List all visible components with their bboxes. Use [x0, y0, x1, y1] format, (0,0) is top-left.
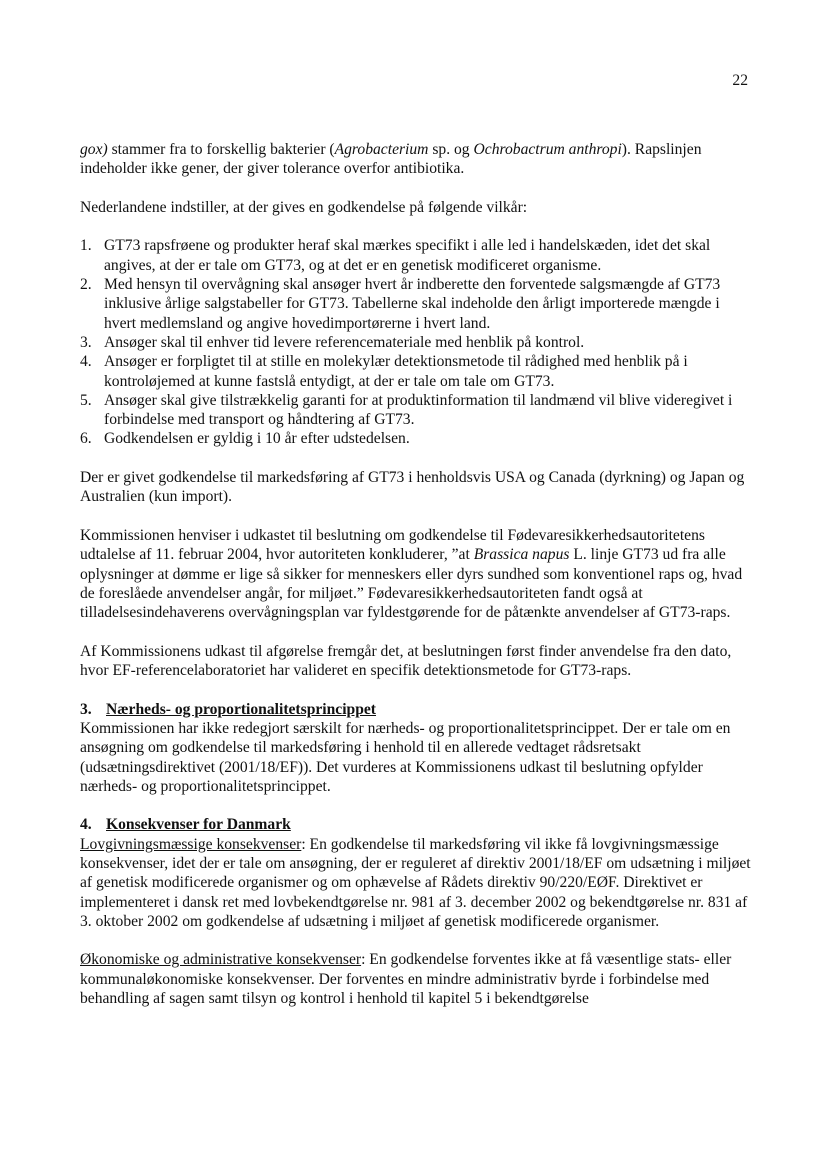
condition-text: Ansøger skal til enhver tid levere referencemateriale med henblik på kontrol.: [104, 333, 585, 351]
condition-number: 6.: [80, 430, 92, 448]
section-3-body: Kommissionen har ikke redegjort særskilt for nærheds- og proportionalitetsprincippet. Der er tale om en ansøgning om godkendelse til markedsføring i henhold til en allerede vedtaget rådsretsakt (udsætningsdirektivet (2001/18/EF)). Det vurderes at Kommissionens udkast til beslutning opfylder nærheds- og proportionalitetsprincippet.: [80, 719, 731, 795]
section-3-title: Nærheds- og proportionalitetsprincippet: [106, 700, 377, 718]
legal-consequences-label: Lovgivningsmæssige konsekvenser: [80, 835, 302, 853]
netherlands-paragraph: Nederlandene indstiller, at der gives en godkendelse på følgende vilkår:: [80, 198, 528, 216]
approval-paragraph: Der er givet godkendelse til markedsføring af GT73 i henholdsvis USA og Canada (dyrkning) og Japan og Australien (kun import).: [80, 469, 745, 506]
intro-text-b: sp. og: [428, 141, 474, 158]
condition-number: 4.: [80, 353, 92, 371]
section-3-number: 3.: [80, 700, 92, 718]
intro-gene-name: gox): [80, 141, 108, 158]
section-4-number: 4.: [80, 816, 92, 834]
draft-paragraph: Af Kommissionens udkast til afgørelse fremgår det, at beslutningen først finder anvendelse fra den dato, hvor EF-referencelaboratoriet har valideret en specifik detektionsmetode for GT73-raps.: [80, 642, 732, 680]
section-3-heading: [80, 700, 752, 719]
legal-consequences-paragraph: [80, 835, 752, 931]
condition-number: 3.: [80, 333, 92, 351]
condition-number: 1.: [80, 237, 92, 255]
condition-number: 5.: [80, 391, 92, 409]
document-body: [80, 140, 752, 1008]
section-4-title: Konsekvenser for Danmark: [106, 816, 291, 834]
condition-text: Ansøger skal give tilstrækkelig garanti for at produktinformation til landmænd vil blive videregivet i forbindelse med transport og håndtering af GT73.: [104, 391, 733, 429]
condition-text: Med hensyn til overvågning skal ansøger hvert år indberette den forventede salgsmængde af GT73 inklusive årlige salgstabeller for GT73. Tabellerne skal indeholde den årligt importerede mængde i hvert medlemsland og angive hovedimportørerne i hvert land.: [104, 276, 721, 332]
section-4-heading: [80, 815, 752, 834]
condition-text: GT73 rapsfrøene og produkter heraf skal mærkes specifikt i alle led i handelskæden, idet det skal angives, at der er tale om GT73, og at det er en genetisk modificeret organisme.: [104, 237, 711, 274]
intro-text-c: ). Rapslinjen indeholder ikke gener, der giver tolerance overfor antibiotika.: [80, 141, 702, 178]
commission-text-a: Kommissionen henviser i udkastet til beslutning om godkendelse til Fødevaresikkerhedsautoritetens udtalelse af 11. februar 2004, hvor autoriteten konkluderer, ”at: [80, 526, 705, 564]
condition-item: [80, 236, 752, 275]
condition-item: [80, 391, 752, 430]
condition-number: 2.: [80, 276, 92, 294]
commission-species-brassica: Brassica napus: [473, 546, 570, 564]
commission-paragraph: [80, 526, 752, 622]
economic-consequences-text: : En godkendelse forventes ikke at få væsentlige stats- eller kommunaløkonomiske konsekvenser. Der forventes en mindre administrativ byrde i forbindelse med behandling af sagen samt tilsyn og kontrol i henhold til kapitel 5 i bekendtgørelse: [80, 951, 732, 1008]
condition-item: [80, 352, 752, 391]
condition-item: [80, 333, 752, 352]
condition-item: [80, 429, 752, 448]
condition-text: Godkendelsen er gyldig i 10 år efter udstedelsen.: [104, 430, 410, 448]
intro-species-agrobacterium: Agrobacterium: [334, 141, 429, 158]
condition-item: [80, 275, 752, 333]
economic-consequences-paragraph: [80, 950, 752, 1008]
conditions-list: [80, 236, 752, 448]
intro-species-ochrobactrum: Ochrobactrum anthropi: [473, 141, 622, 158]
page-number: 22: [732, 72, 748, 89]
intro-text-a: stammer fra to forskellig bakterier (: [107, 141, 335, 158]
condition-text: Ansøger er forpligtet til at stille en molekylær detektionsmetode til rådighed med henblik på i kontroløjemed at kunne fastslå entydigt, at der er tale om tale om GT73.: [104, 353, 688, 390]
economic-consequences-label: Økonomiske og administrative konsekvenser: [80, 951, 362, 969]
commission-text-b: L. linje GT73 ud fra alle oplysninger at dømme er lige så sikker for menneskers eller dyrs sundhed som konventionel raps og, hvad de foreslåede anvendelser angår, for miljøet.” Fødevaresikkerhedsautoriteten fandt også at tilladelsesindehaverens overvågningsplan var fyldestgørende for de påtænkte anvendelser af GT73-raps.: [80, 546, 743, 622]
intro-paragraph: [80, 140, 752, 179]
legal-consequences-text: : En godkendelse til markedsføring vil ikke få lovgivningsmæssige konsekvenser, idet der er tale om ansøgning, der er reguleret af direktiv 2001/18/EF om udsætning i miljøet af genetisk modificerede organismer og om ophævelse af Rådets direktiv 90/220/EØF. Direktivet er implementeret i dansk ret med lovbekendtgørelse nr. 981 af 3. december 2002 og bekendtgørelse nr. 831 af 3. oktober 2002 om godkendelse af udsætning i miljøet af genetisk modificerede organismer.: [80, 835, 751, 930]
